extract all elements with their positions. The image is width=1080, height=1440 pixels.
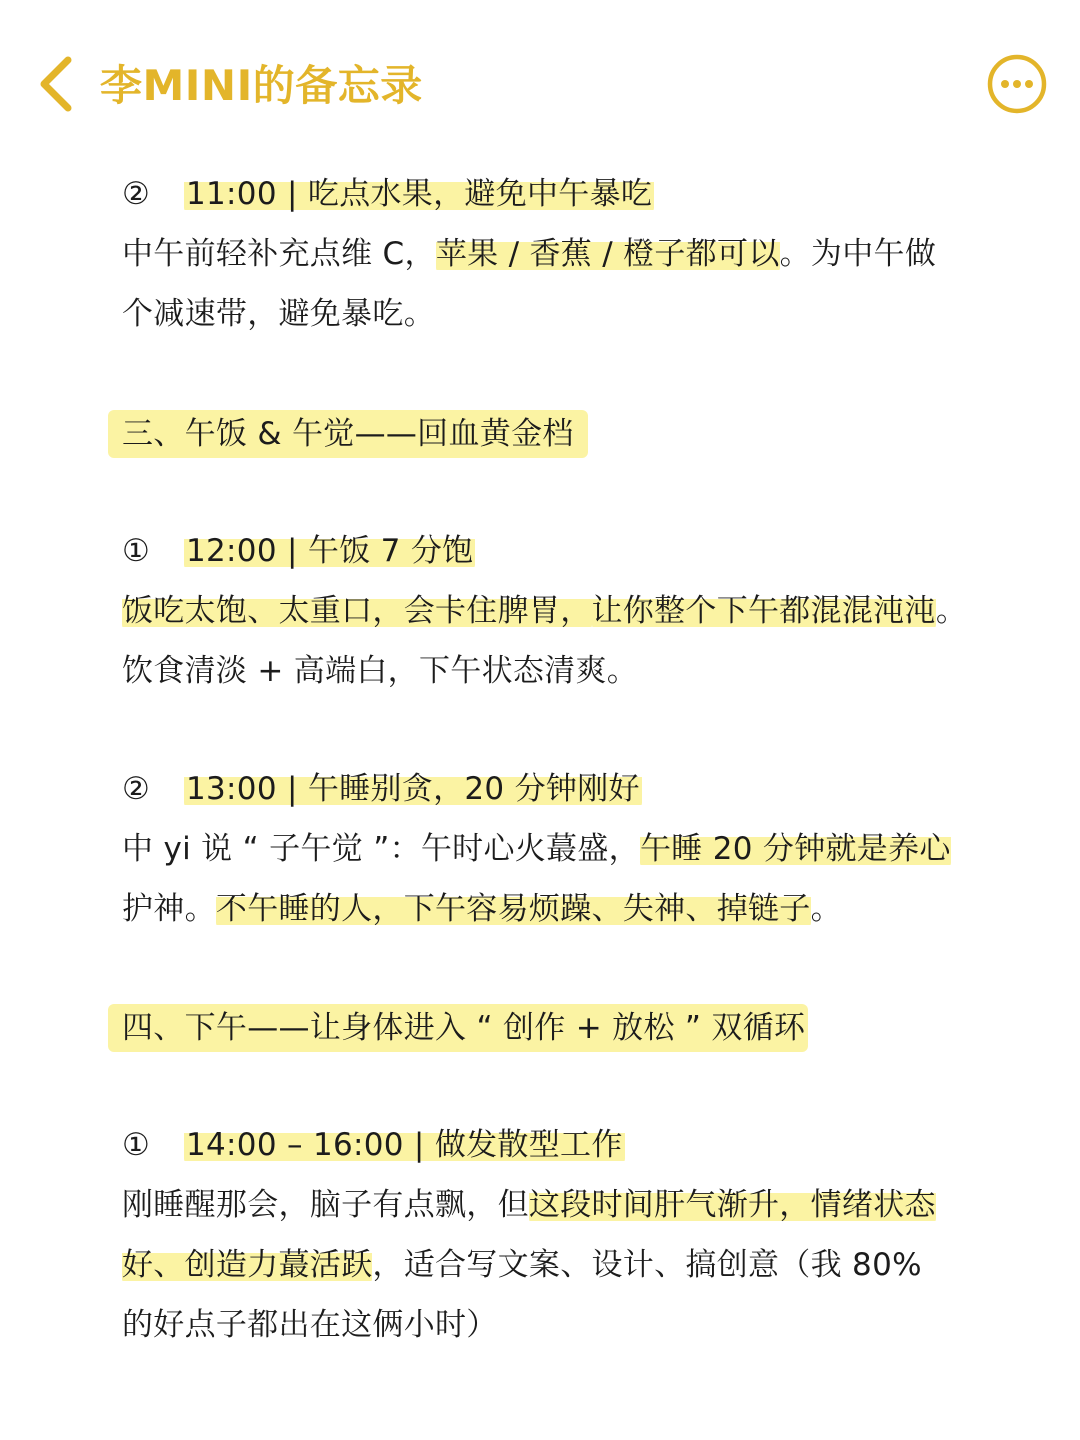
section-title: 四、下午——让身体进入 “ 创作 + 放松 ” 双循环	[122, 1010, 806, 1046]
body-text: 的好点子都出在这俩小时）	[122, 1307, 498, 1343]
highlighted-text: 好、创造力蕞活跃	[122, 1247, 373, 1283]
section-heading-3	[122, 412, 574, 456]
item-number: ①	[122, 533, 151, 569]
highlighted-text: 不午睡的人，下午容易烦躁、失神、掉链子	[215, 891, 811, 927]
body-text: 刚睡醒那会，脑子有点飘，但	[122, 1187, 529, 1223]
section-title: 三、午饭 & 午觉——回血黄金档	[122, 416, 574, 452]
item-title: 13:00 | 午睡别贪，20 分钟刚好	[186, 771, 640, 807]
body-text: 饮食清淡 + 高端白，下午状态清爽。	[122, 653, 639, 689]
highlighted-text: 这段时间肝气渐升，情绪状态	[528, 1187, 936, 1223]
body-text: 中 yi 说 “ 子午觉 ”：午时心火蕞盛，	[122, 831, 640, 867]
item-body-line	[122, 232, 936, 276]
item-title: 11:00 | 吃点水果，避免中午暴吃	[186, 176, 653, 212]
body-text: 个减速带，避免暴吃。	[122, 296, 435, 332]
item-title: 14:00 – 16:00 | 做发散型工作	[186, 1127, 623, 1163]
highlighted-text: 让你整个下午都混混沌沌	[591, 593, 936, 629]
section-heading-4	[122, 1006, 805, 1050]
item-body-line	[122, 292, 435, 336]
item-heading-1100	[122, 172, 654, 216]
body-text: 。为中午做	[779, 236, 937, 272]
highlighted-text: 饭吃太饱、太重口，会卡住脾胃，	[122, 593, 592, 629]
item-number: ②	[122, 771, 151, 807]
item-body-line	[122, 589, 967, 633]
highlighted-text: 苹果 / 香蕉 / 橙子都可以	[435, 236, 780, 272]
chevron-left-icon[interactable]	[34, 56, 82, 112]
more-horizontal-circle-icon[interactable]	[986, 53, 1048, 115]
item-title: 12:00 | 午饭 7 分饱	[186, 533, 474, 569]
item-heading-1200	[122, 529, 475, 573]
body-text: ，适合写文案、设计、搞创意（我 80%	[372, 1247, 922, 1283]
item-number: ②	[122, 176, 151, 212]
app-header	[0, 0, 1080, 170]
body-text: 。	[935, 593, 968, 629]
item-body-line	[122, 887, 842, 931]
page-title: 李MINI的备忘录	[100, 61, 423, 110]
item-number: ①	[122, 1127, 151, 1163]
body-text: 。	[810, 891, 842, 927]
item-body-line	[122, 1243, 922, 1287]
item-heading-1400	[122, 1123, 625, 1167]
body-text: 护神。	[122, 891, 216, 927]
item-body-line	[122, 1303, 498, 1347]
item-heading-1300	[122, 767, 642, 811]
item-body-line	[122, 1183, 936, 1227]
item-body-line	[122, 827, 951, 871]
body-text: 中午前轻补充点维 C，	[122, 236, 436, 272]
highlighted-text: 午睡 20 分钟就是养心	[639, 831, 951, 867]
item-body-line	[122, 649, 638, 693]
